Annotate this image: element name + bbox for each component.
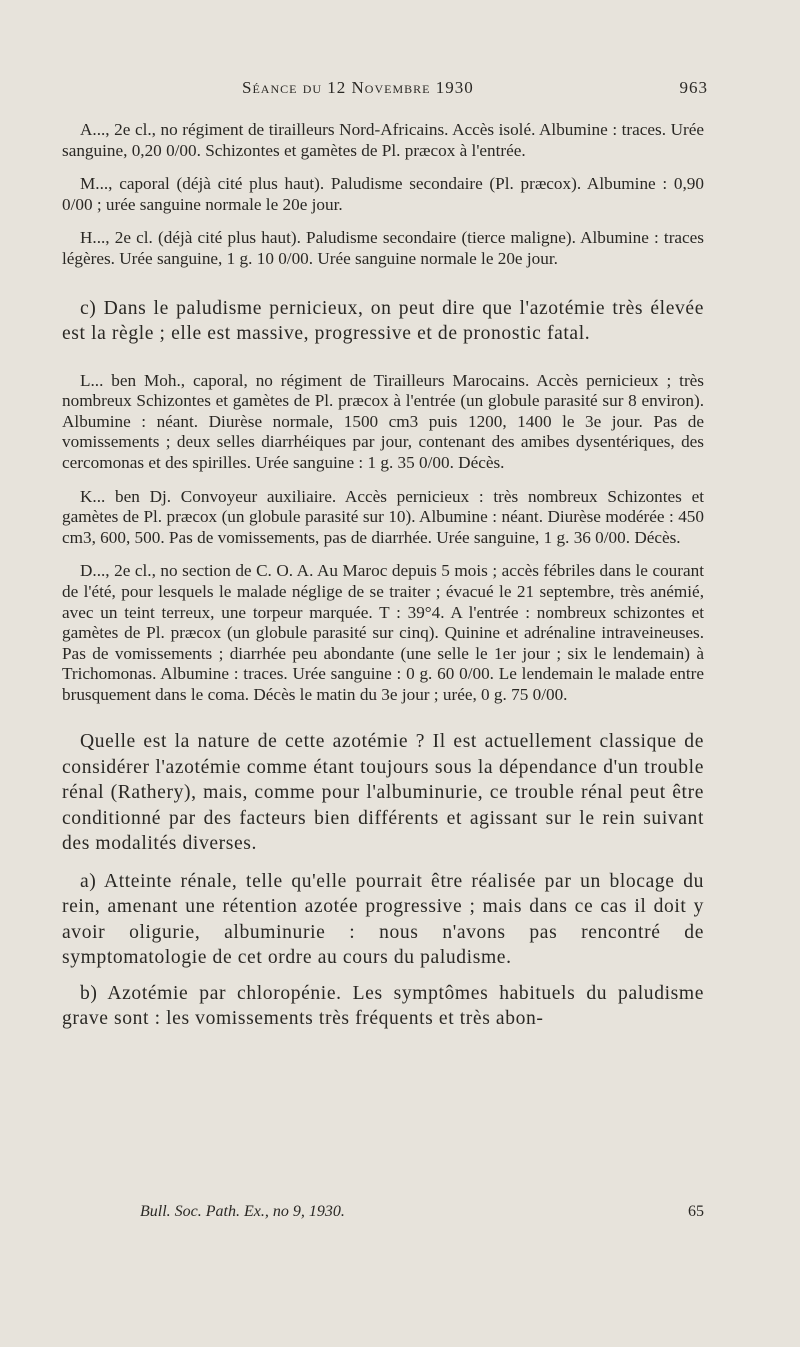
running-header [62, 74, 708, 102]
case-a-paragraph: A..., 2e cl., no régiment de tirailleurs Nord-Africains. Accès isolé. Albumine : traces. Urée sanguine, 0,20 0/00. Schizontes et gamètes de Pl. præcox à l'entrée. [62, 120, 704, 160]
point-b-paragraph: b) Azotémie par chloropénie. Les symptômes habituels du paludisme grave sont : les vomissements très fréquents et très abon- [62, 982, 704, 1030]
case-l-paragraph: L... ben Moh., caporal, no régiment de Tirailleurs Marocains. Accès pernicieux ; très nombreux Schizontes et gamètes de Pl. præcox à l'entrée (un globule parasité sur 8 environ). Albumine : néant. Diurèse normale, 1500 cm3 puis 1200, 1400 le 3e jour. Pas de vomissements ; deux selles diarrhéiques par jour, contenant des amibes dysentériques, des cercomonas et des spirilles. Urée sanguine : 1 g. 35 0/00. Décès. [62, 370, 704, 472]
point-a-paragraph: a) Atteinte rénale, telle qu'elle pourrait être réalisée par un blocage du rein, amenant une rétention azotée progressive ; mais dans ce cas il doit y avoir oligurie, albuminurie : nous n'avons pas rencontré de symptomatologie de cet ordre au cours du paludisme. [62, 870, 704, 969]
page-footer [140, 1203, 704, 1221]
question-paragraph: Quelle est la nature de cette azotémie ? Il est actuellement classique de considérer l'azotémie comme étant toujours sous la dépendance d'un trouble rénal (Rathery), mais, comme pour l'albuminurie, ce trouble rénal peut être conditionné par des facteurs bien différents et agissant sur le rein suivant des modalités diverses. [62, 731, 704, 855]
case-h-paragraph: H..., 2e cl. (déjà cité plus haut). Paludisme secondaire (tierce maligne). Albumine : traces légères. Urée sanguine, 1 g. 10 0/00. Urée sanguine normale le 20e jour. [62, 228, 704, 268]
header-title: Séance du 12 Novembre 1930 [242, 78, 474, 97]
page-number: 963 [679, 78, 708, 97]
section-c-paragraph: c) Dans le paludisme pernicieux, on peut dire que l'azotémie très élevée est la règle ; elle est massive, progressive et de pronostic fatal. [62, 297, 704, 345]
signature-mark: 65 [688, 1203, 704, 1220]
case-m-paragraph: M..., caporal (déjà cité plus haut). Paludisme secondaire (Pl. præcox). Albumine : 0,90 0/00 ; urée sanguine normale le 20e jour. [62, 174, 704, 214]
case-k-paragraph: K... ben Dj. Convoyeur auxiliaire. Accès pernicieux : très nombreux Schizontes et gamètes de Pl. præcox (un globule parasité sur 10). Albumine : néant. Diurèse modérée : 450 cm3, 600, 500. Pas de vomissements, pas de diarrhée. Urée sanguine, 1 g. 36 0/00. Décès. [62, 486, 704, 547]
case-d-paragraph: D..., 2e cl., no section de C. O. A. Au Maroc depuis 5 mois ; accès fébriles dans le courant de l'été, pour lesquels le malade néglige de se traiter ; évacué le 21 septembre, très anémié, avec un teint terreux, une torpeur marquée. T : 39°4. A l'entrée : nombreux schizontes et gamètes de Pl. præcox (un globule parasité sur cinq). Quinine et adrénaline intraveineuses. Pas de vomissements ; diarrhée peu abondante (une selle le 1er jour ; six le lendemain) à Trichomonas. Albumine : traces. Urée sanguine : 0 g. 60 0/00. Le lendemain le malade entre brusquement dans le coma. Décès le matin du 3e jour ; urée, 0 g. 75 0/00. [62, 561, 704, 704]
journal-reference: Bull. Soc. Path. Ex., no 9, 1930. [140, 1203, 345, 1220]
